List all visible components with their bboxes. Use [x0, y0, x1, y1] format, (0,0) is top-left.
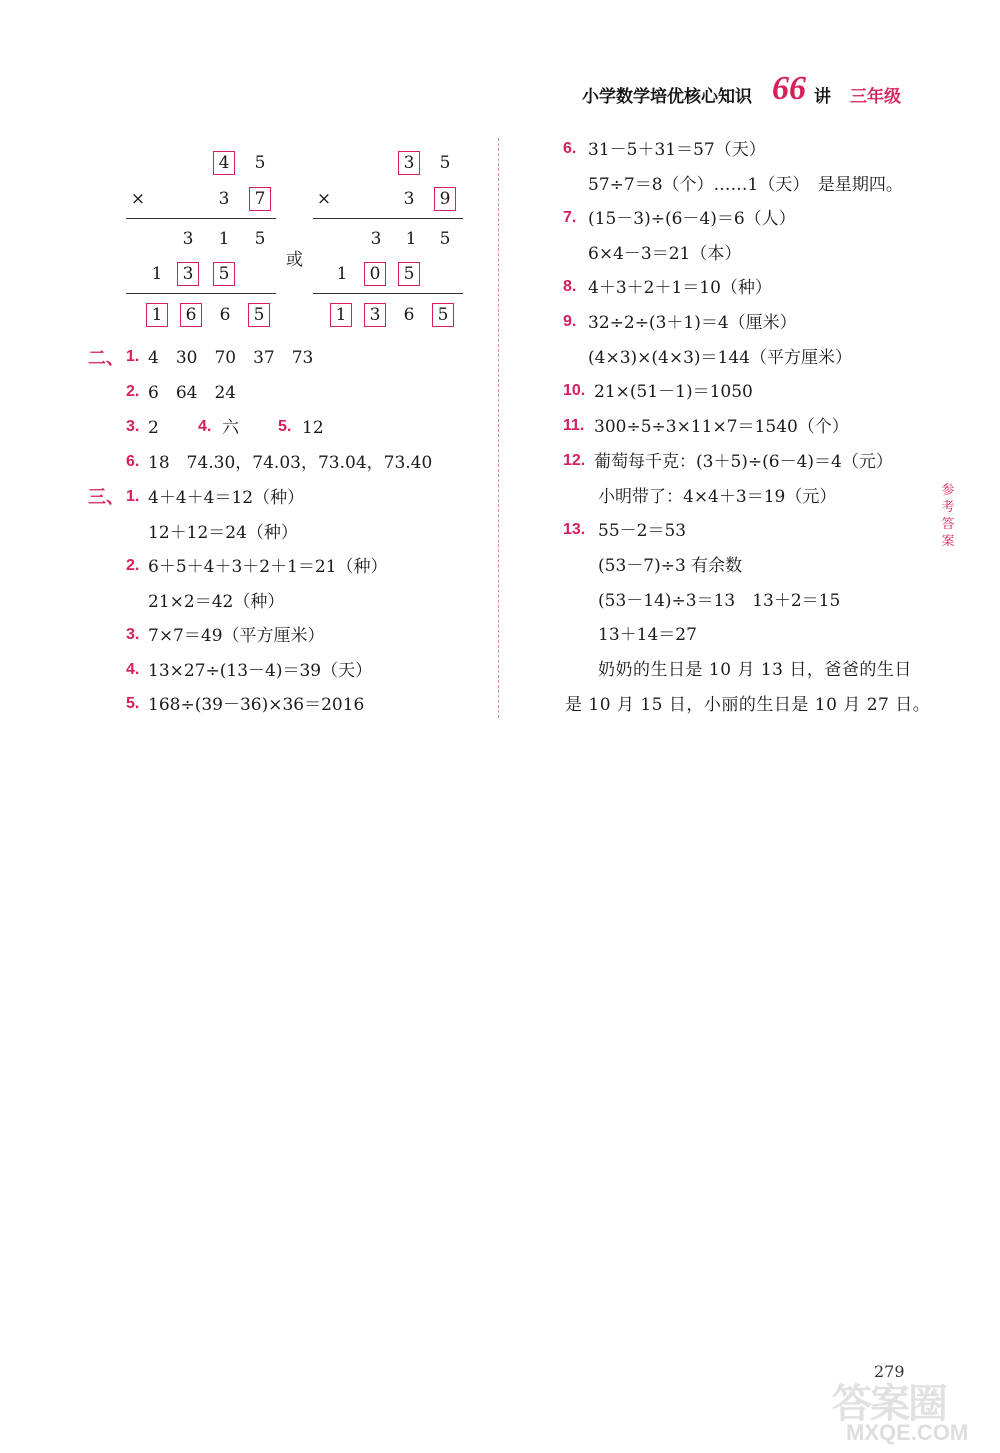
answer-text: 12: [302, 418, 324, 438]
answer-text: 12＋12＝24（种）: [148, 523, 298, 543]
answer-text: 4＋4＋4＝12（种）: [148, 488, 305, 508]
answer-text: 六: [222, 418, 239, 438]
header-lecture-number: 66: [772, 70, 806, 107]
answer-text: 32÷2÷(3＋1)＝4（厘米）: [588, 313, 797, 333]
answer-text: 21×(51－1)＝1050: [594, 382, 753, 402]
digit: 7: [254, 189, 266, 209]
header-lecture-suffix: 讲: [814, 87, 831, 106]
answer-text: (53－14)÷3＝13 13＋2＝15: [598, 591, 841, 611]
digit: 3: [403, 189, 415, 209]
digit: 5: [403, 264, 415, 284]
item-number: 4.: [198, 418, 212, 435]
digit: 1: [151, 264, 163, 284]
or-label: 或: [286, 250, 303, 270]
answer-text: 31－5＋31＝57（天）: [588, 140, 766, 160]
digit: 3: [182, 229, 194, 249]
digit: 5: [254, 153, 266, 173]
digit: 3: [370, 229, 382, 249]
item-number: 7.: [563, 209, 577, 226]
digit: 5: [254, 229, 266, 249]
item-number: 2.: [126, 557, 140, 574]
item-number: 10.: [563, 382, 586, 399]
digit: 5: [218, 264, 230, 284]
answer-text: 4＋3＋2＋1＝10（种）: [588, 278, 772, 298]
rule-line: [126, 218, 276, 219]
item-number: 5.: [278, 418, 292, 435]
digit: 3: [403, 153, 415, 173]
item-number: 6.: [126, 453, 140, 470]
digit: 1: [151, 305, 163, 325]
section-3-label: 三、: [88, 487, 124, 507]
item-number: 11.: [563, 417, 585, 434]
digit: 0: [369, 264, 381, 284]
answer-text: 葡萄每千克：(3＋5)÷(6－4)＝4（元）: [594, 452, 893, 472]
answer-text: (53－7)÷3 有余数: [598, 556, 743, 576]
digit: 1: [218, 229, 230, 249]
answer-text: 7×7＝49（平方厘米）: [148, 626, 325, 646]
answer-text: 168÷(39－36)×36＝2016: [148, 695, 365, 715]
page-number: 279: [874, 1362, 905, 1381]
answer-text: 55－2＝53: [598, 521, 687, 541]
digit: 5: [253, 305, 265, 325]
times-sign: ×: [130, 189, 146, 209]
answer-text: 6 64 24: [148, 383, 237, 403]
item-number: 12.: [563, 452, 586, 469]
header-title: 小学数学培优核心知识: [582, 87, 752, 106]
header-grade: 三年级: [850, 87, 901, 106]
digit: 6: [403, 305, 415, 325]
answer-text: 18 74.30，74.03，73.04，73.40: [148, 453, 433, 473]
digit: 1: [336, 264, 348, 284]
digit: 3: [218, 189, 230, 209]
item-number: 1.: [126, 348, 140, 365]
times-sign: ×: [316, 189, 332, 209]
answer-text: 21×2＝42（种）: [148, 592, 285, 612]
conclusion-line-2: 是 10 月 15 日，小丽的生日是 10 月 27 日。: [565, 695, 931, 715]
digit: 9: [439, 189, 451, 209]
digit: 4: [218, 153, 230, 173]
item-number: 5.: [126, 695, 140, 712]
item-number: 8.: [563, 278, 577, 295]
digit: 3: [182, 264, 194, 284]
digit: 1: [405, 229, 417, 249]
item-number: 9.: [563, 313, 577, 330]
digit: 1: [335, 305, 347, 325]
item-number: 1.: [126, 488, 140, 505]
answer-text: 6×4－3＝21（本）: [588, 244, 742, 264]
side-label: 参考答案: [941, 483, 955, 549]
watermark-url: MXQE.COM: [846, 1420, 969, 1445]
conclusion-line-1: 奶奶的生日是 10 月 13 日，爸爸的生日: [598, 660, 912, 680]
answer-text: (15－3)÷(6－4)＝6（人）: [588, 209, 796, 229]
answer-text: 300÷5÷3×11×7＝1540（个）: [594, 417, 849, 437]
item-number: 2.: [126, 383, 140, 400]
rule-line: [313, 293, 463, 294]
digit: 6: [219, 305, 231, 325]
digit: 3: [369, 305, 381, 325]
digit: 5: [439, 229, 451, 249]
answer-text: 57÷7＝8（个）……1（天） 是星期四。: [588, 175, 903, 195]
answer-text: 13＋14＝27: [598, 625, 697, 645]
item-number: 6.: [563, 140, 577, 157]
answer-text: 2: [148, 418, 159, 438]
item-number: 3.: [126, 626, 140, 643]
answer-text: 小明带了：4×4＋3＝19（元）: [598, 487, 837, 507]
rule-line: [126, 293, 276, 294]
rule-line: [313, 218, 463, 219]
section-2-label: 二、: [88, 348, 124, 368]
answer-text: 13×27÷(13－4)＝39（天）: [148, 661, 373, 681]
column-divider: [498, 138, 499, 718]
answer-text: 6＋5＋4＋3＋2＋1＝21（种）: [148, 557, 388, 577]
answer-text: (4×3)×(4×3)＝144（平方厘米）: [588, 348, 852, 368]
answer-text: 4 30 70 37 73: [148, 348, 314, 368]
watermark-logo: 答案圈: [832, 1382, 946, 1426]
item-number: 13.: [563, 521, 586, 538]
digit: 5: [437, 305, 449, 325]
item-number: 3.: [126, 418, 140, 435]
digit: 6: [185, 305, 197, 325]
digit: 5: [439, 153, 451, 173]
item-number: 4.: [126, 661, 140, 678]
